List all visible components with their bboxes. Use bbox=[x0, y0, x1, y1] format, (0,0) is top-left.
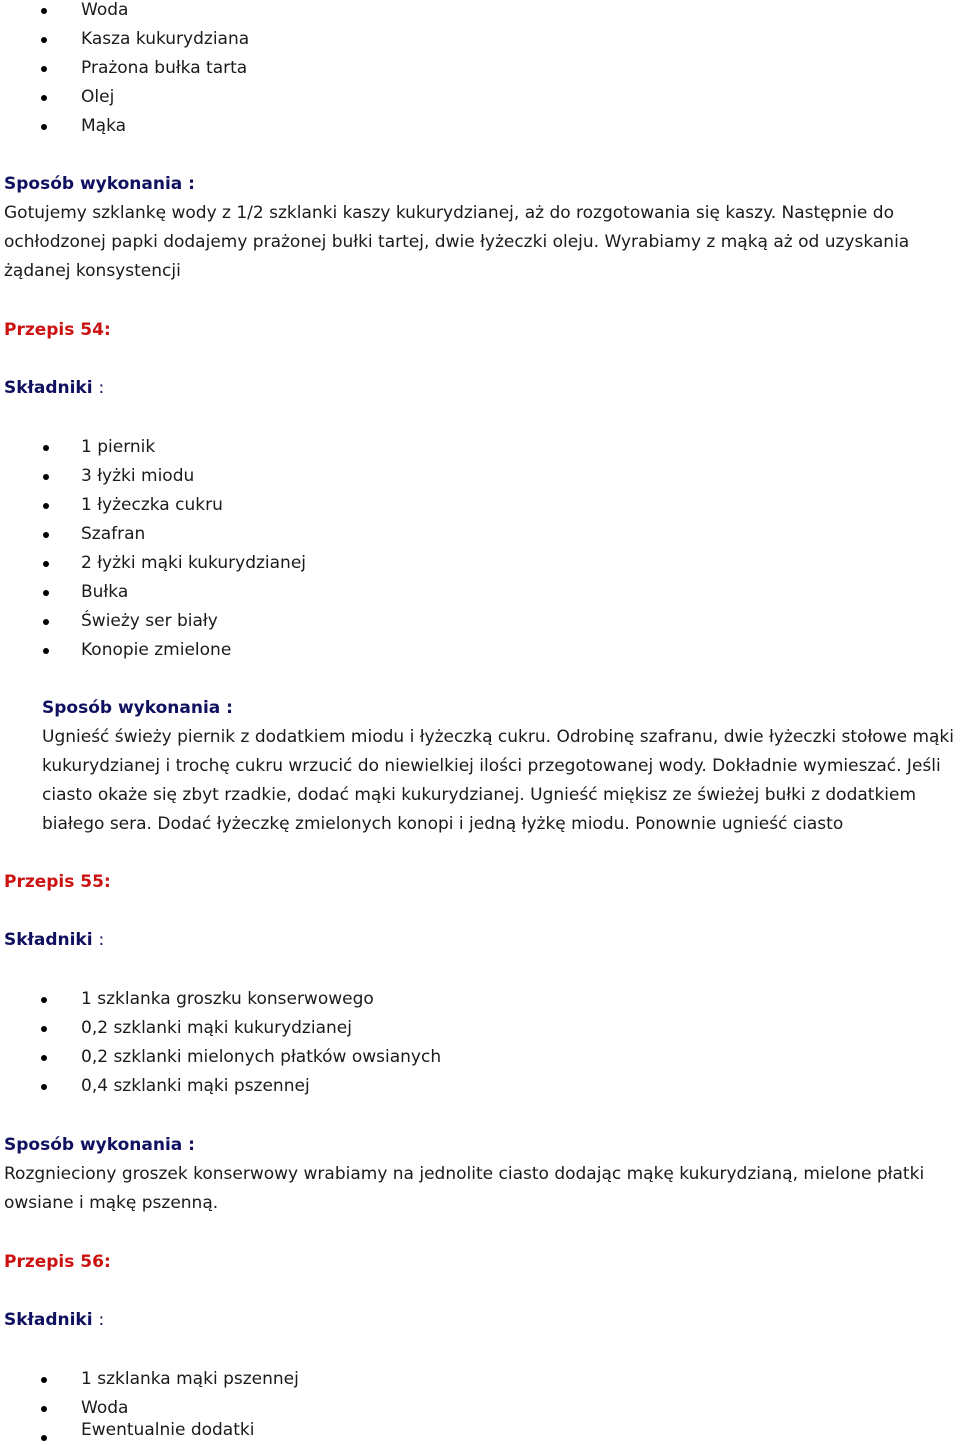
ingredients-label: Składniki bbox=[4, 1310, 93, 1330]
bullet-icon bbox=[43, 590, 49, 596]
list-item: 2 łyżki mąki kukurydzianej bbox=[81, 553, 307, 573]
method-text-line: Gotujemy szklankę wody z 1/2 szklanki kaszy kukurydzianej, aż do rozgotowania się kaszy. Następnie do bbox=[4, 203, 894, 223]
method-text-line: Rozgnieciony groszek konserwowy wrabiamy na jednolite ciasto dodając mąkę kukurydzianą, mielone płatki bbox=[4, 1164, 925, 1184]
bullet-icon bbox=[43, 532, 49, 538]
list-item: Woda bbox=[81, 0, 129, 20]
ingredients-colon: : bbox=[98, 1310, 105, 1330]
list-item: 1 piernik bbox=[81, 437, 156, 457]
ingredients-colon: : bbox=[98, 930, 105, 950]
recipe-title: Przepis 56: bbox=[4, 1252, 111, 1272]
list-item: Szafran bbox=[81, 524, 146, 544]
list-item: 0,2 szklanki mąki kukurydzianej bbox=[81, 1018, 352, 1038]
recipe-title: Przepis 55: bbox=[4, 872, 111, 892]
method-text-line: ochłodzonej papki dodajemy prażonej bułki tartej, dwie łyżeczki oleju. Wyrabiamy z mąką aż od uzyskania bbox=[4, 232, 910, 252]
recipe-title: Przepis 54: bbox=[4, 320, 111, 340]
list-item: Kasza kukurydziana bbox=[81, 29, 250, 49]
list-item: 1 szklanka mąki pszennej bbox=[81, 1369, 299, 1389]
bullet-icon bbox=[43, 561, 49, 567]
list-item: Ewentualnie dodatki bbox=[81, 1420, 255, 1440]
bullet-icon bbox=[41, 95, 47, 101]
bullet-icon bbox=[43, 619, 49, 625]
list-item: 1 łyżeczka cukru bbox=[81, 495, 223, 515]
list-item: 0,2 szklanki mielonych płatków owsianych bbox=[81, 1047, 442, 1067]
list-item: Konopie zmielone bbox=[81, 640, 232, 660]
bullet-icon bbox=[41, 124, 47, 130]
bullet-icon bbox=[43, 648, 49, 654]
ingredients-colon: : bbox=[98, 378, 105, 398]
method-text-line: kukurydzianej i trochę cukru wrzucić do niewielkiej ilości przegotowanej wody. Dokładnie wymieszać. Jeśli bbox=[42, 756, 941, 776]
method-heading: Sposób wykonania : bbox=[4, 174, 195, 194]
list-item: Świeży ser biały bbox=[81, 611, 218, 631]
bullet-icon bbox=[41, 1026, 47, 1032]
bullet-icon bbox=[41, 1406, 47, 1412]
method-text-line: Ugnieść świeży piernik z dodatkiem miodu i łyżeczką cukru. Odrobinę szafranu, dwie łyżeczki stołowe mąki bbox=[42, 727, 954, 747]
list-item: Bułka bbox=[81, 582, 129, 602]
list-item: Mąka bbox=[81, 116, 127, 136]
bullet-icon bbox=[41, 1435, 47, 1441]
method-text-line: żądanej konsystencji bbox=[4, 261, 181, 281]
bullet-icon bbox=[43, 445, 49, 451]
list-item: Woda bbox=[81, 1398, 129, 1418]
bullet-icon bbox=[41, 37, 47, 43]
ingredients-heading bbox=[4, 1306, 104, 1335]
bullet-icon bbox=[43, 503, 49, 509]
bullet-icon bbox=[41, 66, 47, 72]
bullet-icon bbox=[41, 997, 47, 1003]
bullet-icon bbox=[43, 474, 49, 480]
method-text-line: ciasto okaże się zbyt rzadkie, dodać mąki kukurydzianej. Ugnieść miękisz ze świeżej bułki z dodatkiem bbox=[42, 785, 917, 805]
bullet-icon bbox=[41, 1055, 47, 1061]
list-item: Olej bbox=[81, 87, 115, 107]
bullet-icon bbox=[41, 1377, 47, 1383]
method-heading: Sposób wykonania : bbox=[4, 1135, 195, 1155]
method-heading: Sposób wykonania : bbox=[42, 698, 233, 718]
ingredients-label: Składniki bbox=[4, 930, 93, 950]
method-text-line: owsiane i mąkę pszenną. bbox=[4, 1193, 219, 1213]
bullet-icon bbox=[41, 8, 47, 14]
list-item: Prażona bułka tarta bbox=[81, 58, 248, 78]
list-item: 1 szklanka groszku konserwowego bbox=[81, 989, 374, 1009]
bullet-icon bbox=[41, 1084, 47, 1090]
ingredients-label: Składniki bbox=[4, 378, 93, 398]
ingredients-heading bbox=[4, 374, 104, 403]
list-item: 0,4 szklanki mąki pszennej bbox=[81, 1076, 310, 1096]
method-text-line: białego sera. Dodać łyżeczkę zmielonych konopi i jedną łyżkę miodu. Ponownie ugnieść ciasto bbox=[42, 814, 844, 834]
list-item: 3 łyżki miodu bbox=[81, 466, 195, 486]
ingredients-heading bbox=[4, 926, 104, 955]
